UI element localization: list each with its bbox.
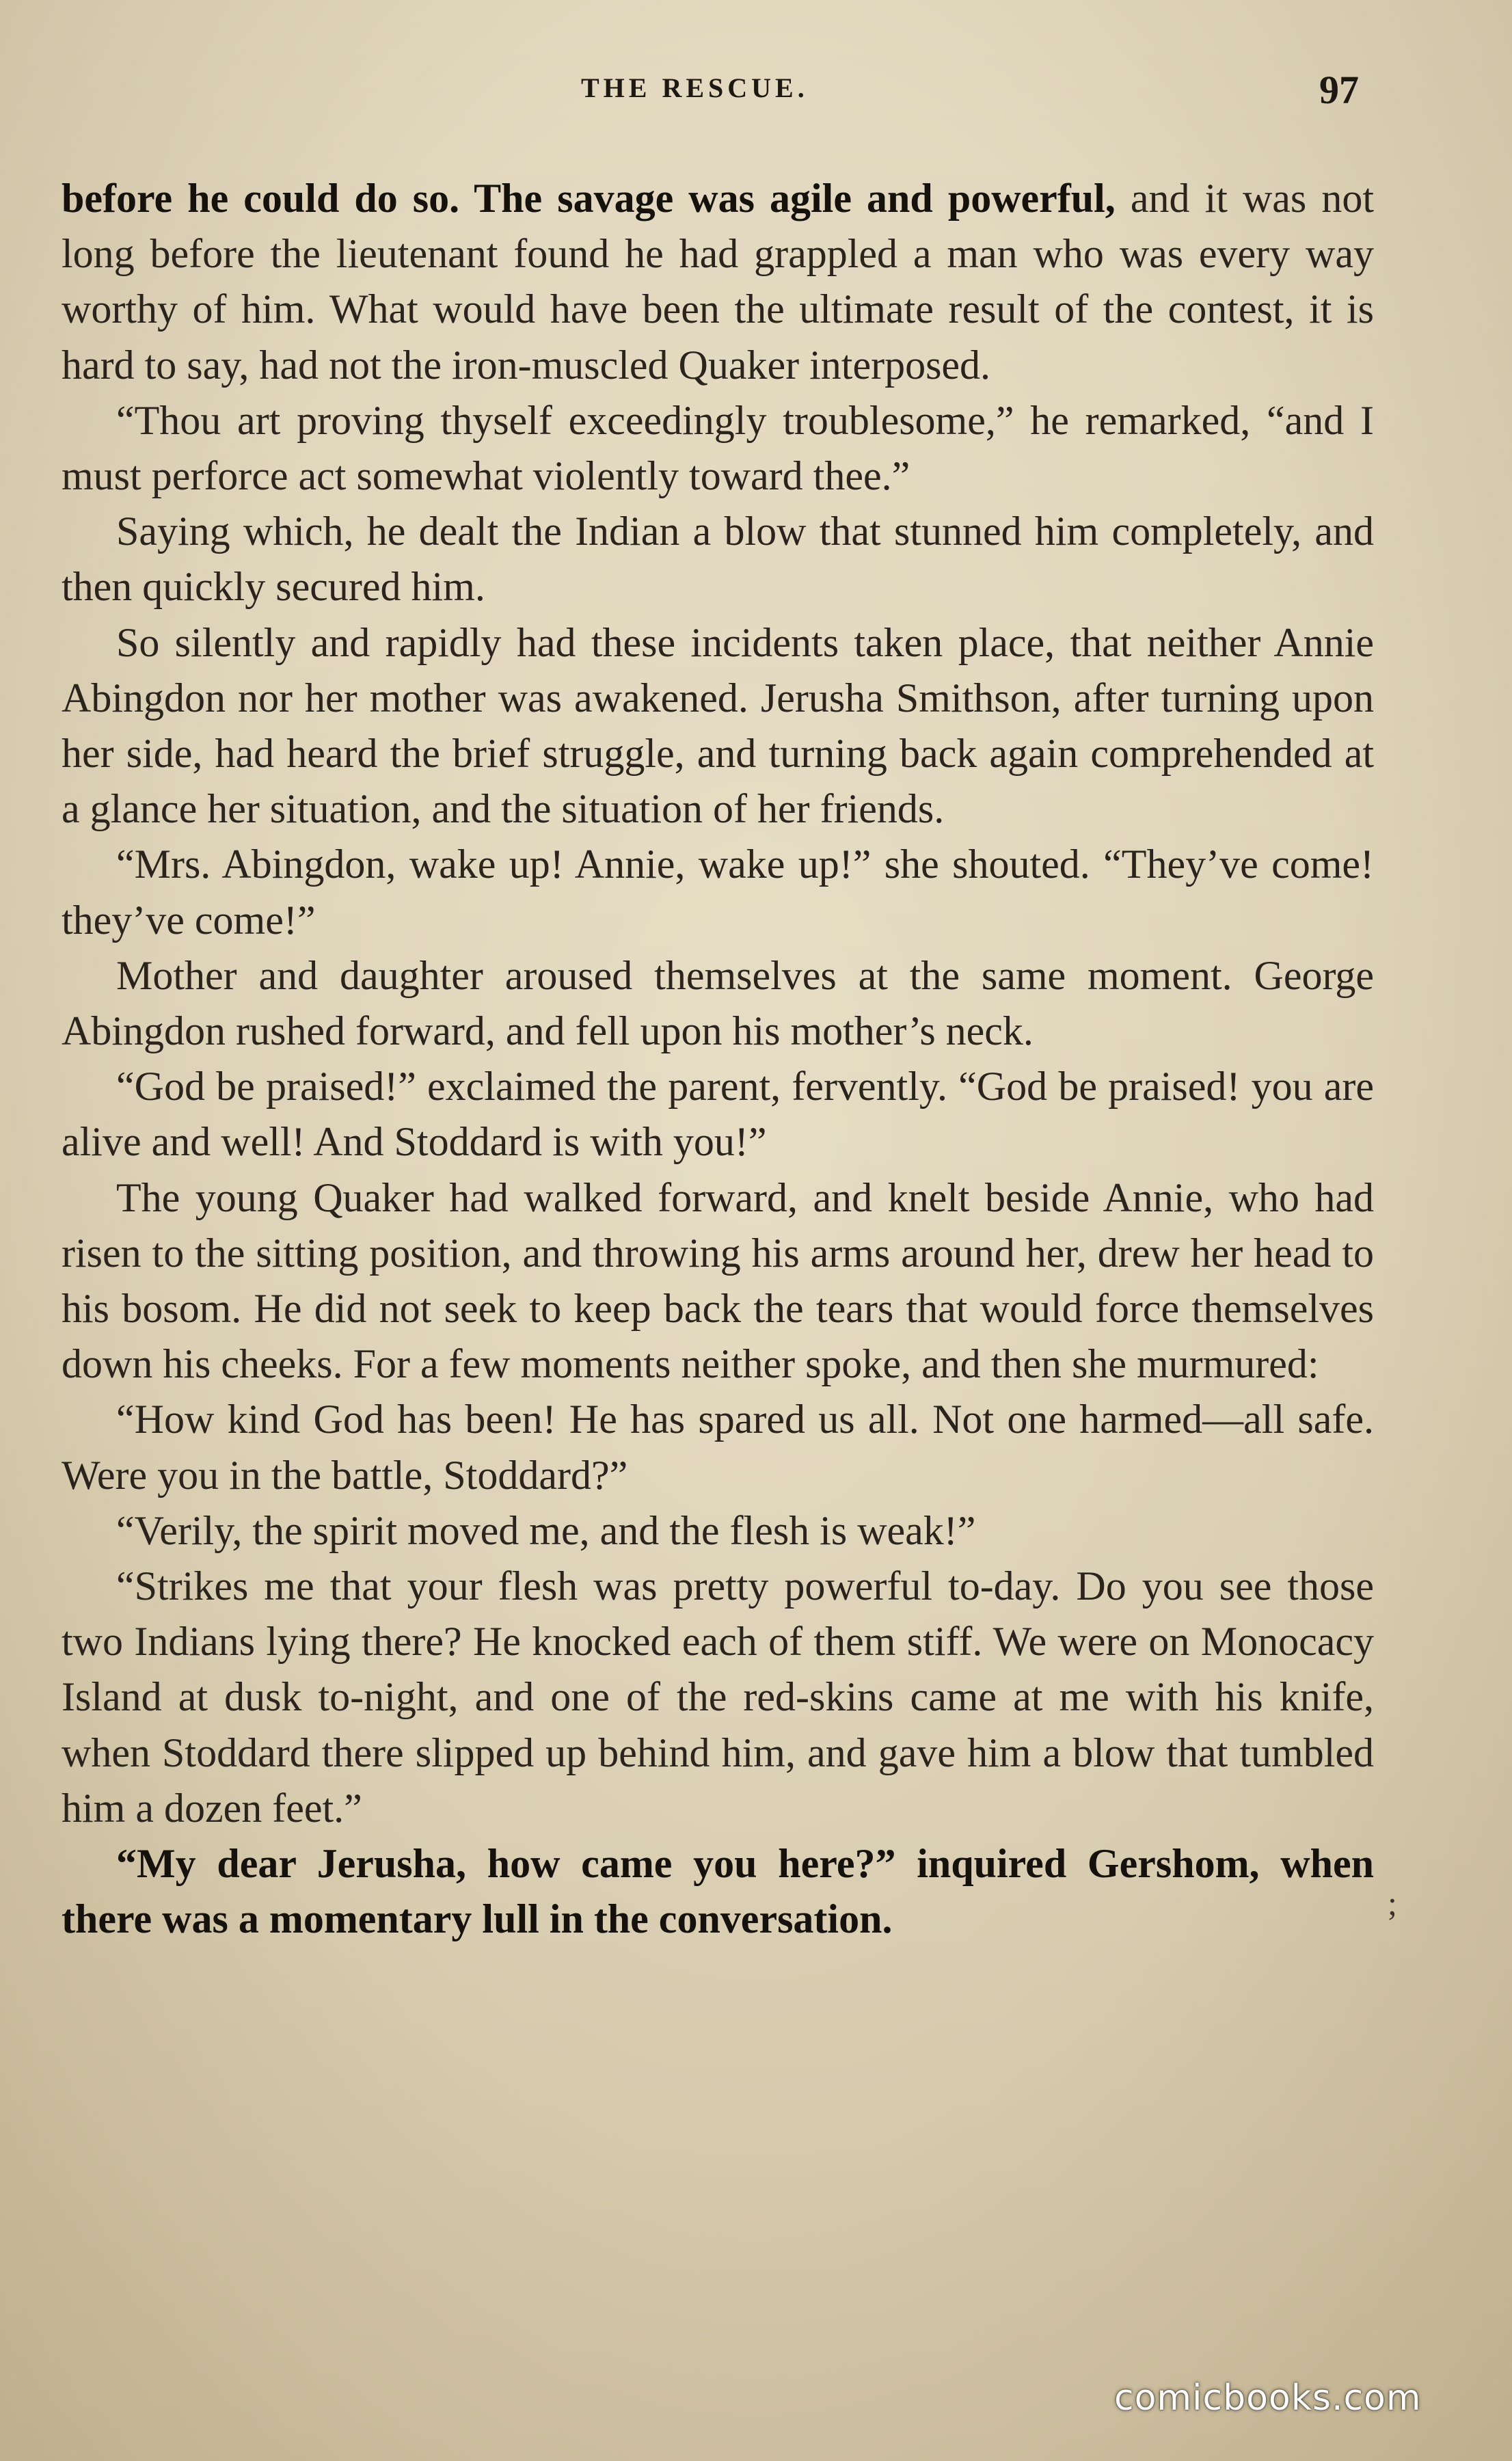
text-run: before he could do so. The savage was agile and powerful, xyxy=(62,176,1131,221)
page-number: 97 xyxy=(1319,68,1359,112)
paragraph xyxy=(62,837,1374,947)
text-run: So silently and rapidly had these incidents taken place, that neither Annie Abingdon nor her mother was awakened. Jerusha Smithson, after turning upon her side, had heard the brief struggle, and turning back again comprehended at a glance her situation, and the situation of her friends. xyxy=(62,619,1374,832)
text-run: “God be praised!” exclaimed the parent, fervently. “God be praised! you are alive and well! And Stoddard is with you!” xyxy=(62,1064,1374,1165)
text-run: “Mrs. Abingdon, wake up! Annie, wake up!” she shouted. “They’ve come! they’ve come!” xyxy=(62,842,1374,943)
paragraph xyxy=(62,948,1374,1059)
page-body xyxy=(62,171,1374,1948)
text-run: “Strikes me that your flesh was pretty powerful to-day. Do you see those two Indians lying there? He knocked each of them stiff. We were on Monocacy Island at dusk to-night, and one of the red-skins came at me with his knife, when Stoddard there slipped up behind him, and gave him a blow that tumbled him a dozen feet.” xyxy=(62,1563,1374,1831)
paragraph xyxy=(62,615,1374,837)
text-run: “How kind God has been! He has spared us all. Not one harmed—all safe. Were you in the battle, Stoddard?” xyxy=(62,1397,1374,1498)
text-run: and it was not long before the lieutenant found he had grappled a man who was every way worthy of him. What would have been the ultimate result of the contest, it is hard to say, had not the iron-muscled Quaker interposed. xyxy=(62,176,1375,388)
text-run: Saying which, he dealt the Indian a blow that stunned him completely, and then quickly secured him. xyxy=(62,509,1374,610)
running-title: THE RESCUE. xyxy=(581,72,809,103)
watermark: comicbooks.com xyxy=(1114,2378,1422,2419)
paragraph xyxy=(62,171,1374,393)
text-run: “Thou art proving thyself exceedingly troublesome,” he remarked, “and I must perforce act somewhat violently toward thee.” xyxy=(62,397,1374,499)
text-run: Mother and daughter aroused themselves at the same moment. George Abingdon rushed forward, and fell upon his mother’s neck. xyxy=(62,952,1374,1054)
paragraph xyxy=(62,1170,1374,1393)
margin-mark: ; xyxy=(1388,1884,1397,1922)
paragraph xyxy=(62,1836,1374,1947)
paragraph xyxy=(62,504,1374,615)
paragraph xyxy=(62,1503,1374,1559)
text-run: “My dear Jerusha, how came you here?” inquired Gershom, when there was a momentary lull in the conversation. xyxy=(62,1841,1374,1942)
paragraph xyxy=(62,1392,1374,1503)
paragraph xyxy=(62,1559,1374,1836)
paragraph xyxy=(62,393,1374,504)
paragraph xyxy=(62,1059,1374,1170)
text-run: “Verily, the spirit moved me, and the flesh is weak!” xyxy=(116,1507,976,1553)
text-run: The young Quaker had walked forward, and knelt beside Annie, who had risen to the sitting position, and throwing his arms around her, drew her head to his bosom. He did not seek to keep back the tears that would force themselves down his cheeks. For a few moments neither spoke, and then she murmured: xyxy=(62,1174,1374,1387)
